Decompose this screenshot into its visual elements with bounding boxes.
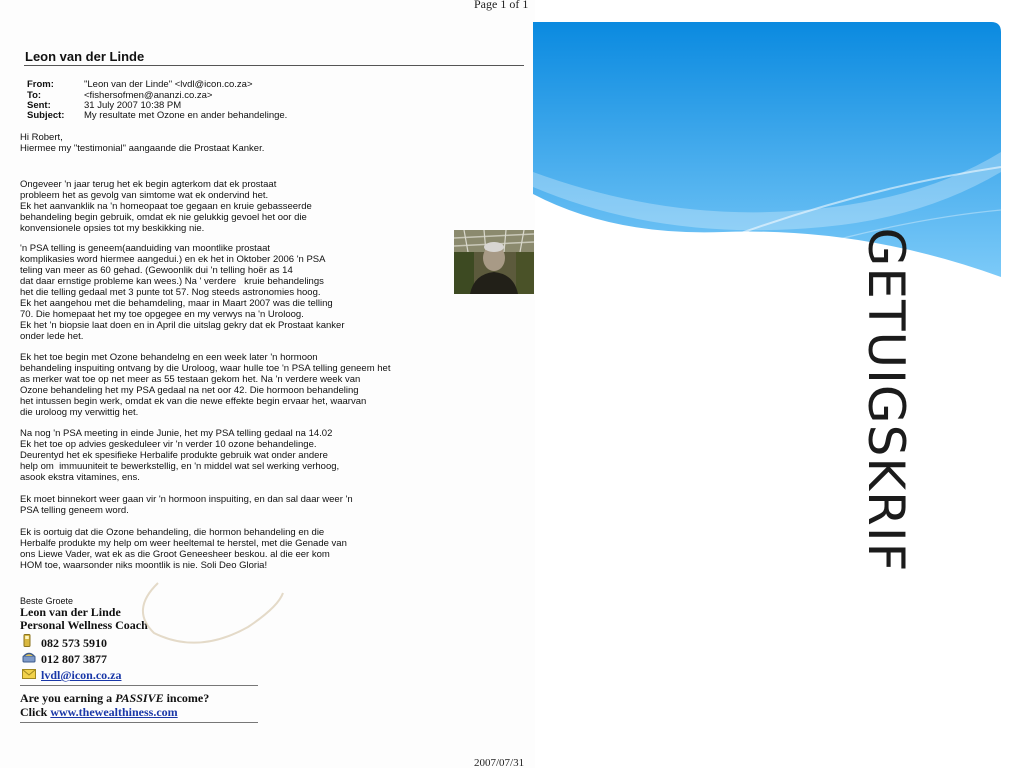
promo-block <box>20 691 209 719</box>
email-contact <box>22 668 122 683</box>
footer-date: 2007/07/31 <box>474 757 525 768</box>
from-value: "Leon van der Linde" <lvdl@icon.co.za> <box>84 79 253 90</box>
promo-link[interactable]: www.thewealthiness.com <box>50 705 178 719</box>
promo-divider-bottom <box>20 722 258 723</box>
signature-closing: Beste Groete <box>20 596 74 606</box>
sender-name-heading: Leon van der Linde <box>25 49 145 64</box>
landline-contact <box>22 651 107 667</box>
mobile-phone-icon <box>22 634 38 651</box>
promo-divider-top <box>20 685 258 686</box>
slide-title: GETUIGSKRIF <box>857 227 915 573</box>
portrait-photo <box>454 230 534 294</box>
sent-label: Sent: <box>27 100 51 111</box>
subject-row <box>27 110 287 121</box>
to-label: To: <box>27 90 42 101</box>
header-divider <box>24 65 524 66</box>
from-label: From: <box>27 79 54 90</box>
subject-value: My resultate met Ozone en ander behandelinge. <box>84 110 288 121</box>
signature-name: Leon van der Linde <box>20 605 121 619</box>
promo-text: Are you earning a <box>20 691 116 705</box>
mobile-contact <box>22 634 107 651</box>
email-link[interactable]: lvdl@icon.co.za <box>41 668 122 682</box>
page-number: Page 1 of 1 <box>474 0 529 11</box>
body-paragraph-3: Ek het toe begin met Ozone behandelng en een week later 'n hormoon behandeling inspuiting ontvang by die Uroloog, waar hulle toe 'n PSA telling geneem het as merker wat toe op net meer as 55 testaan gekom het. Na 'n verdere week van Ozone behandeling het my PSA gedaal na net oor 42. Die hormoon behandeling het intussen begin werk, omdat ek van die newe effekte begin ervaar het, waarvan die uroloog my verwittig het. <box>20 352 391 418</box>
greeting-paragraph: Hi Robert, Hiermee my "testimonial" aangaande die Prostaat Kanker. <box>20 132 265 154</box>
promo-line-2 <box>20 705 209 719</box>
blue-wave-decoration <box>533 22 1001 282</box>
from-row <box>27 79 253 90</box>
signature-role: Personal Wellness Coach <box>20 618 148 632</box>
stamp-watermark <box>128 575 288 645</box>
promo-line-1 <box>20 691 209 705</box>
landline-number: 012 807 3877 <box>41 652 107 666</box>
promo-click-text: Click <box>20 705 51 719</box>
sent-value: 31 July 2007 10:38 PM <box>84 100 182 111</box>
promo-text-end: income? <box>163 691 210 705</box>
body-paragraph-6: Ek is oortuig dat die Ozone behandeling, die hormon behandeling en die Herbalfe produkte my help om weer heeltemal te herstel, met die Genade van ons Liewe Vader, wat ek as die Groot Geneesheer beskou. al die eer kom HOM toe, waarsonder niks moontlik is nie. Soli Deo Gloria! <box>20 527 347 571</box>
promo-emphasis: PASSIVE <box>115 691 164 705</box>
envelope-icon <box>22 668 38 683</box>
body-paragraph-1: Ongeveer 'n jaar terug het ek begin agterkom dat ek prostaat probleem het as gevolg van simtome wat ek ondervind het. Ek het aanvanklik na 'n homeopaat toe gegaan en kruie gebasseerde behandeling begin gebruik, omdat ek nie gelukkig gevoel het oor die konvensionele opsies tot my beskikking nie. <box>20 179 312 234</box>
to-value: <fishersofmen@ananzi.co.za> <box>84 90 213 101</box>
body-paragraph-5: Ek moet binnekort weer gaan vir 'n hormoon inspuiting, en dan sal daar weer 'n PSA telling geneem word. <box>20 494 353 516</box>
mobile-number: 082 573 5910 <box>41 636 107 650</box>
body-paragraph-4: Na nog 'n PSA meeting in einde Junie, het my PSA telling gedaal na 14.02 Ek het toe op advies geskeduleer vir 'n verder 10 ozone behandelinge. Deurentyd het ek spesifieke Herbalife produkte gebruik wat onder andere help om immuuniteit te bewerkstellig, en 'n middel wat sel werking verhoog, asook ekstra vitamines, ens. <box>20 428 340 483</box>
telephone-icon <box>22 651 38 667</box>
subject-label: Subject: <box>27 110 65 121</box>
body-paragraph-2: 'n PSA telling is geneem(aanduiding van moontlike prostaat komplikasies word hiermee aangedui.) en ek het in Oktober 2006 'n PSA teling van meer as 60 gehad. (Gewoonlik dui 'n telling hoër as 14 dat daar ernstige probleme kan wees.) Na ' verdere kruie behandelings het die telling gedaal met 3 punte tot 57. Nog steeds astronomies hoog. Ek het aangehou met die behamdeling, maar in Maart 2007 was die telling 70. Die homepaat het my toe opgegee en my verwys na 'n Uroloog. Ek het 'n biopsie laat doen en in April die uitslag gekry dat ek Prostaat kanker onder lede het. <box>20 243 345 342</box>
